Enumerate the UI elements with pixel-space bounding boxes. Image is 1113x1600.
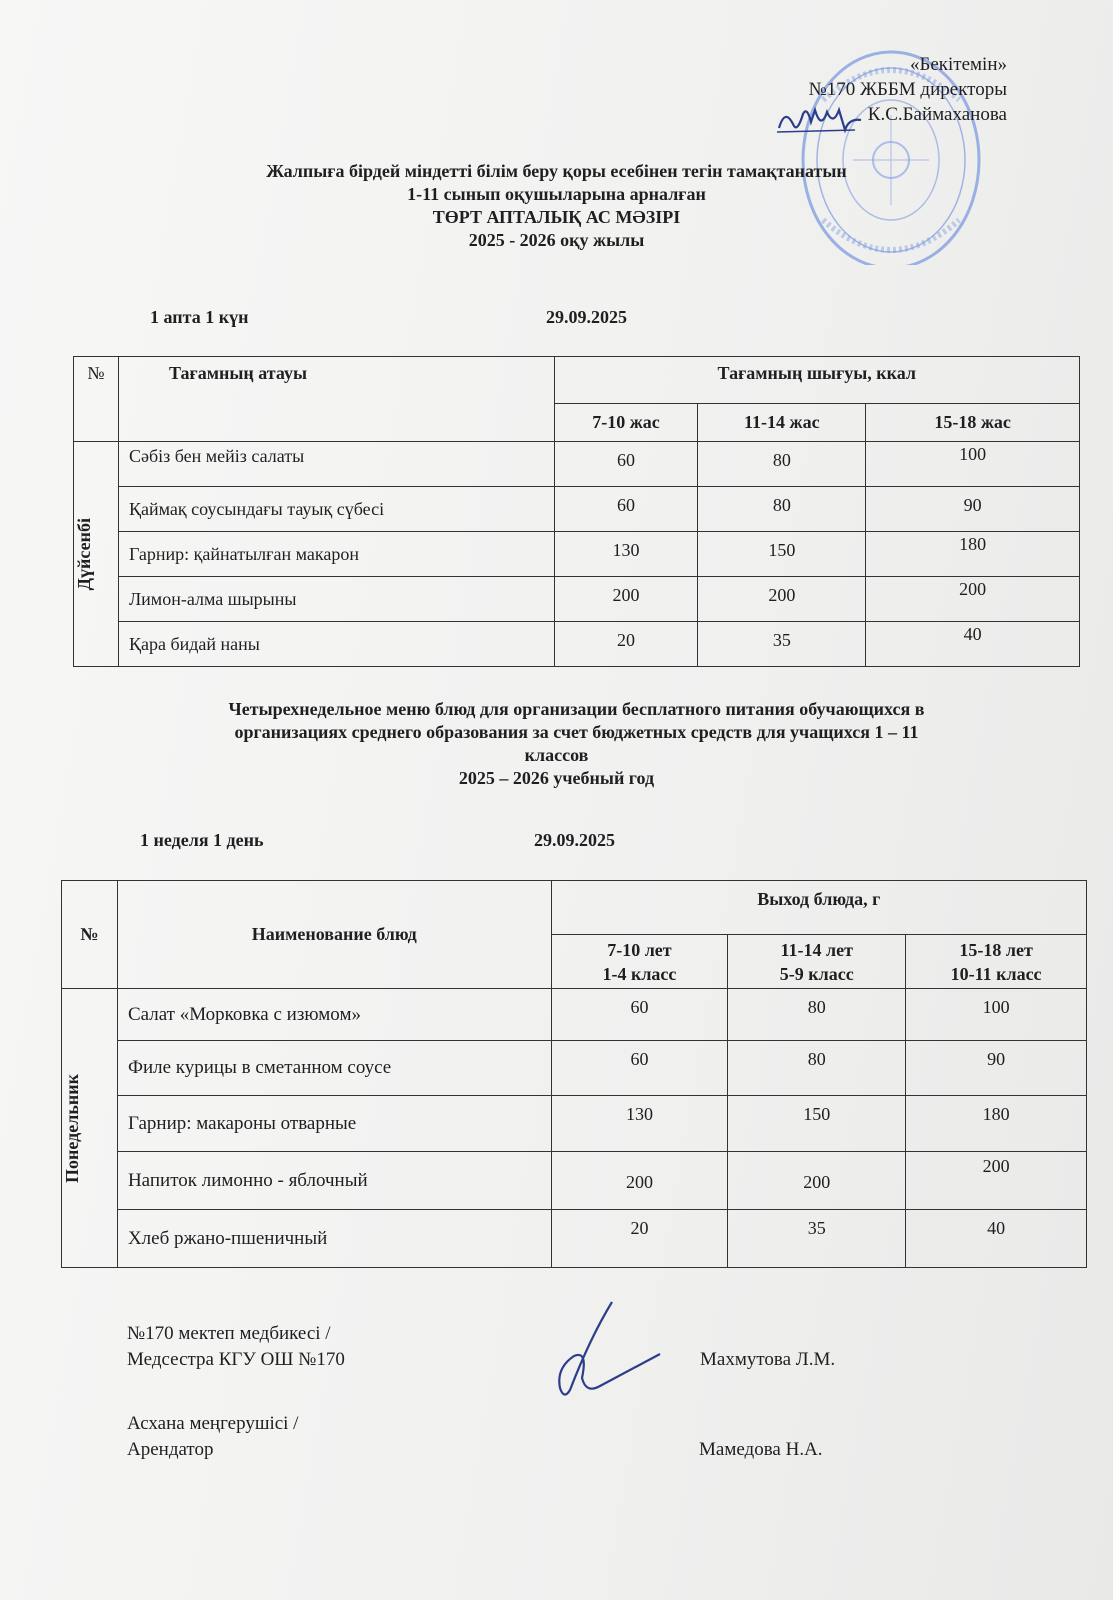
- dish-name: Лимон-алма шырыны: [118, 577, 554, 622]
- ru-age2-grades: 5-9 класс: [779, 963, 854, 984]
- value-cell: 130: [551, 1096, 728, 1152]
- table-row: [74, 442, 1080, 487]
- nurse-name: Махмутова Л.М.: [700, 1349, 836, 1370]
- value-cell: 40: [906, 1210, 1087, 1268]
- kz-menu-table: [73, 356, 1080, 667]
- kz-title-line3: ТӨРТ АПТАЛЫҚ АС МӘЗІРІ: [432, 207, 681, 227]
- value-cell: 90: [866, 487, 1080, 532]
- value-cell: 100: [866, 442, 1080, 487]
- table-row: [62, 989, 1087, 1041]
- dish-name: Гарнир: қайнатылған макарон: [118, 532, 554, 577]
- table-row: [62, 1152, 1087, 1210]
- kz-col-output: Тағамның шығуы, ккал: [554, 357, 1079, 404]
- ru-col-age2: [728, 935, 906, 989]
- ru-age1-years: 7-10 лет: [607, 939, 672, 960]
- dish-name: Хлеб ржано-пшеничный: [117, 1210, 551, 1268]
- ru-title-line4: 2025 – 2026 учебный год: [458, 768, 655, 788]
- value-cell: 60: [554, 487, 698, 532]
- kz-title-line1: Жалпыға бірдей міндетті білім беру қоры есебінен тегін тамақтанатын: [266, 161, 847, 181]
- value-cell: 200: [866, 577, 1080, 622]
- kz-col-name: Тағамның атауы: [118, 357, 554, 442]
- ru-day-label: Понедельник: [62, 1073, 82, 1183]
- canteen-role-ru: Арендатор: [127, 1439, 214, 1460]
- kz-title: [0, 160, 1113, 252]
- value-cell: 20: [551, 1210, 728, 1268]
- table-row: [74, 577, 1080, 622]
- canteen-role-kz: Асхана меңгерушісі /: [127, 1413, 299, 1434]
- dish-name: Қара бидай наны: [118, 622, 554, 667]
- nurse-role-kz: №170 мектеп медбикесі /: [127, 1323, 331, 1344]
- ru-title-line1: Четырехнедельное меню блюд для организации бесплатного питания обучающихся в: [228, 699, 925, 719]
- table-row: [62, 1041, 1087, 1096]
- value-cell: 130: [554, 532, 698, 577]
- value-cell: 40: [866, 622, 1080, 667]
- dish-name: Гарнир: макароны отварные: [117, 1096, 551, 1152]
- approval-name: К.С.Баймаханова: [867, 104, 1007, 125]
- ru-title-line3: классов: [524, 745, 589, 765]
- value-cell: 35: [728, 1210, 906, 1268]
- value-cell: 100: [906, 989, 1087, 1041]
- value-cell: 80: [728, 989, 906, 1041]
- nurse-role: [127, 1321, 345, 1373]
- ru-date: 29.09.2025: [534, 830, 615, 850]
- value-cell: 200: [906, 1152, 1087, 1210]
- table-row: [62, 1096, 1087, 1152]
- table-row: [62, 1210, 1087, 1268]
- table-row: [74, 532, 1080, 577]
- dish-name: Салат «Морковка с изюмом»: [117, 989, 551, 1041]
- table-row: [74, 487, 1080, 532]
- value-cell: 150: [698, 532, 866, 577]
- value-cell: 80: [728, 1041, 906, 1096]
- kz-col-age3: 15-18 жас: [866, 404, 1080, 442]
- nurse-signature: [530, 1298, 670, 1403]
- ru-col-age1: [551, 935, 728, 989]
- value-cell: 60: [551, 989, 728, 1041]
- ru-col-name: Наименование блюд: [117, 881, 551, 989]
- value-cell: 20: [554, 622, 698, 667]
- dish-name: Қаймақ соусындағы тауық сүбесі: [118, 487, 554, 532]
- ru-age3-years: 15-18 лет: [959, 939, 1033, 960]
- ru-col-no: №: [62, 881, 118, 989]
- kz-day-label: Дүйсенбі: [74, 517, 94, 591]
- value-cell: 90: [906, 1041, 1087, 1096]
- ru-age1-grades: 1-4 класс: [602, 963, 677, 984]
- value-cell: 80: [698, 442, 866, 487]
- ru-title-line2: организациях среднего образования за счет бюджетных средств для учащихся 1 – 11: [234, 722, 919, 742]
- canteen-name: Мамедова Н.А.: [699, 1439, 823, 1460]
- kz-day-cell: [74, 442, 119, 667]
- value-cell: 35: [698, 622, 866, 667]
- kz-week-day: 1 апта 1 күн: [150, 307, 249, 327]
- ru-title: [0, 698, 1113, 790]
- approval-title: «Бекітемін»: [909, 54, 1007, 75]
- dish-name: Филе курицы в сметанном соусе: [117, 1041, 551, 1096]
- kz-col-age1: 7-10 жас: [554, 404, 698, 442]
- ru-week-day: 1 неделя 1 день: [140, 830, 264, 850]
- canteen-role: [127, 1411, 298, 1463]
- kz-date: 29.09.2025: [546, 307, 627, 327]
- dish-name: Сәбіз бен мейіз салаты: [118, 442, 554, 487]
- value-cell: 180: [866, 532, 1080, 577]
- ru-age3-grades: 10-11 класс: [950, 963, 1042, 984]
- value-cell: 150: [728, 1096, 906, 1152]
- ru-col-age3: [906, 935, 1087, 989]
- kz-col-no: №: [74, 357, 119, 442]
- kz-title-line4: 2025 - 2026 оқу жылы: [468, 230, 645, 250]
- table-row: [74, 622, 1080, 667]
- value-cell: 200: [728, 1152, 906, 1210]
- value-cell: 80: [698, 487, 866, 532]
- value-cell: 180: [906, 1096, 1087, 1152]
- value-cell: 60: [551, 1041, 728, 1096]
- nurse-role-ru: Медсестра КГУ ОШ №170: [127, 1349, 345, 1370]
- ru-menu-table: [61, 880, 1087, 1268]
- director-signature: [775, 100, 865, 140]
- ru-age2-years: 11-14 лет: [780, 939, 853, 960]
- kz-col-age2: 11-14 жас: [698, 404, 866, 442]
- approval-position: №170 ЖББМ директоры: [808, 79, 1007, 100]
- value-cell: 200: [554, 577, 698, 622]
- value-cell: 200: [698, 577, 866, 622]
- ru-day-cell: [62, 989, 118, 1268]
- value-cell: 200: [551, 1152, 728, 1210]
- value-cell: 60: [554, 442, 698, 487]
- dish-name: Напиток лимонно - яблочный: [117, 1152, 551, 1210]
- kz-title-line2: 1-11 сынып оқушыларына арналған: [407, 184, 706, 204]
- ru-col-output: Выход блюда, г: [551, 881, 1086, 935]
